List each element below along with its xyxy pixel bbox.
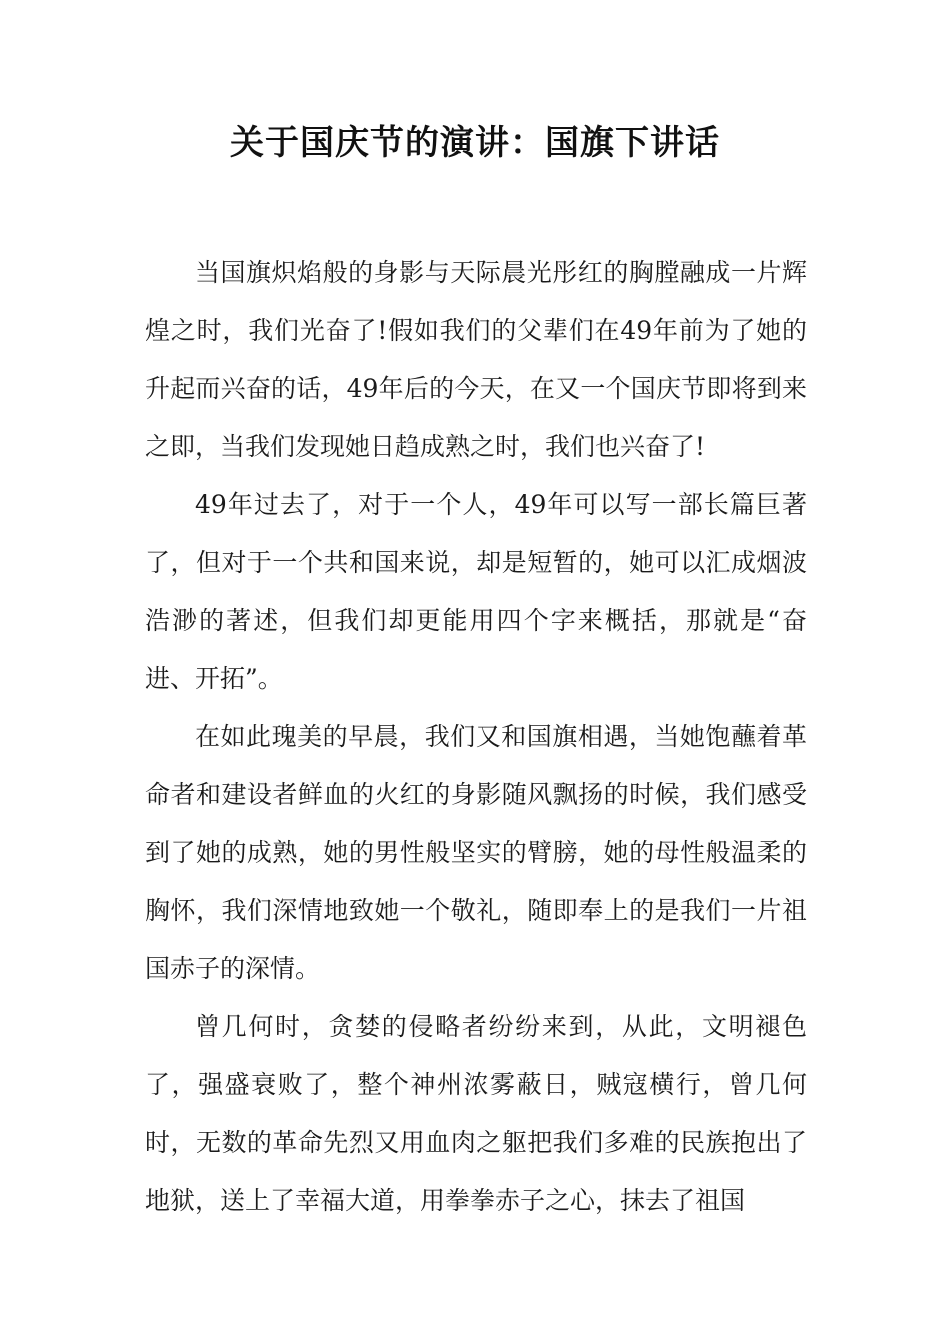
paragraph-1: 当国旗炽焰般的身影与天际晨光彤红的胸膛融成一片辉煌之时，我们光奋了!假如我们的父辈们在49年前为了她的升起而兴奋的话，49年后的今天，在又一个国庆节即将到来之即，当我们发现她日趋成熟之时，我们也兴奋了! bbox=[145, 258, 807, 461]
page-title: 关于国庆节的演讲：国旗下讲话 bbox=[230, 123, 720, 163]
paragraph-2: 49年过去了，对于一个人，49年可以写一部长篇巨著了，但对于一个共和国来说，却是短暂的，她可以汇成烟波浩渺的著述，但我们却更能用四个字来概括，那就是“奋进、开拓”。 bbox=[145, 490, 807, 693]
speech-body bbox=[145, 244, 807, 1230]
paragraph-4: 曾几何时，贪婪的侵略者纷纷来到，从此，文明褪色了，强盛衰败了，整个神州浓雾蔽日，贼寇横行，曾几何时，无数的革命先烈又用血肉之躯把我们多难的民族抱出了地狱，送上了幸福大道，用拳拳赤子之心，抹去了祖国 bbox=[145, 1012, 807, 1215]
paragraph-3: 在如此瑰美的早晨，我们又和国旗相遇，当她饱蘸着革命者和建设者鲜血的火红的身影随风飘扬的时候，我们感受到了她的成熟，她的男性般坚实的臂膀，她的母性般温柔的胸怀，我们深情地致她一个敬礼，随即奉上的是我们一片祖国赤子的深情。 bbox=[145, 722, 807, 983]
